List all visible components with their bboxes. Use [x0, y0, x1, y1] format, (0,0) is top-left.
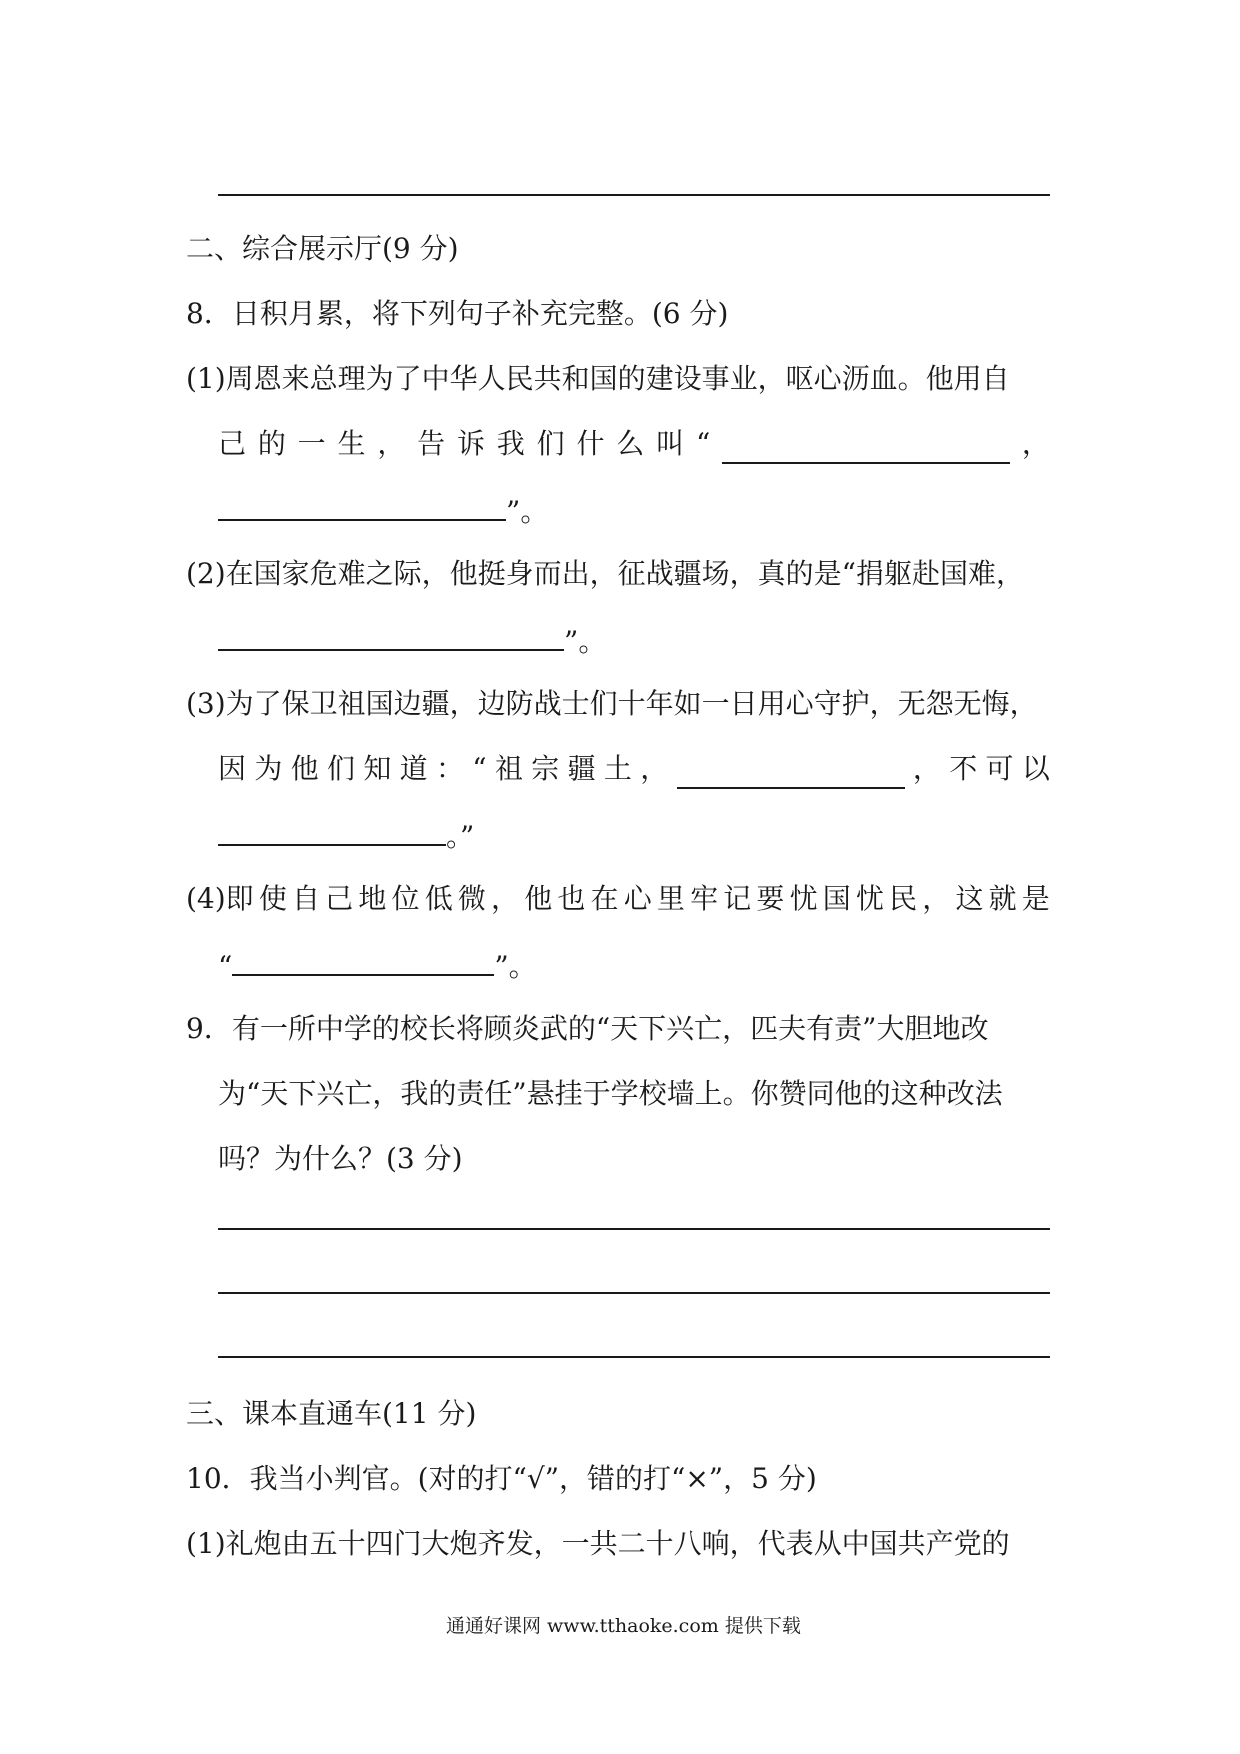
text-char: 以	[1021, 752, 1050, 785]
text-char: 为	[254, 752, 283, 785]
text-char: 就	[988, 882, 1017, 915]
q8-item-2-line-2	[218, 619, 606, 662]
q8-item-2-line-1: (2)在国家危难之际，他挺身而出，征战疆场，真的是“捐躯赴国难，	[186, 557, 1024, 590]
text-punct: ”。	[494, 950, 537, 983]
question-9-line-3: 吗？为什么？(3 分)	[218, 1142, 463, 1175]
q8-item-4-line-2	[218, 944, 537, 987]
q8-item-1-line-1: (1)周恩来总理为了中华人民共和国的建设事业，呕心沥血。他用自	[186, 362, 1010, 395]
text-char: 心	[623, 882, 652, 915]
text-char: 要	[756, 882, 785, 915]
text-char: 这	[955, 882, 984, 915]
question-9-line-1: 9．有一所中学的校长将顾炎武的“天下兴亡，匹夫有责”大胆地改	[186, 1012, 989, 1045]
q8-item-3-line-2	[218, 749, 1050, 789]
text-char: 国	[822, 882, 851, 915]
text-char: 民	[889, 882, 918, 915]
text-char: 牢	[690, 882, 719, 915]
text-char: 里	[656, 882, 685, 915]
text-char: 低	[424, 882, 453, 915]
text-char: ，	[491, 882, 520, 915]
text-char: 可	[985, 752, 1014, 785]
section-heading: 二、综合展示厅(9 分)	[186, 232, 459, 265]
section-heading: 三、课本直通车(11 分)	[186, 1397, 477, 1430]
q8-item-3-line-3	[218, 814, 474, 857]
text-char: 什	[576, 427, 605, 460]
q8-item-4-line-1	[186, 879, 1050, 919]
text-char: (4)即	[186, 882, 254, 915]
answer-line[interactable]	[218, 1356, 1050, 1358]
text-char: 忧	[855, 882, 884, 915]
text-char: 叫	[656, 427, 685, 460]
text-char: 也	[557, 882, 586, 915]
fill-blank[interactable]	[232, 944, 494, 976]
text-char: 知	[363, 752, 392, 785]
text-char: 疆	[567, 752, 596, 785]
fill-blank[interactable]	[218, 489, 506, 521]
answer-line[interactable]	[218, 194, 1050, 196]
text-char: 自	[292, 882, 321, 915]
text-char: 么	[616, 427, 645, 460]
answer-line[interactable]	[218, 1228, 1050, 1230]
fill-blank[interactable]	[677, 757, 905, 789]
text-char: ，	[1021, 427, 1050, 460]
q10-item-1-line-1: (1)礼炮由五十四门大炮齐发，一共二十八响，代表从中国共产党的	[186, 1527, 1010, 1560]
question-9-line-2: 为“天下兴亡，我的责任”悬挂于学校墙上。你赞同他的这种改法	[218, 1077, 1003, 1110]
fill-blank[interactable]	[218, 814, 446, 846]
fill-blank[interactable]	[722, 432, 1010, 464]
question-8-title: 8．日积月累，将下列句子补充完整。(6 分)	[186, 297, 729, 330]
text-char: 告	[417, 427, 446, 460]
text-char: 微	[457, 882, 486, 915]
text-char: 诉	[456, 427, 485, 460]
text-char: 位	[391, 882, 420, 915]
text-char: 忧	[789, 882, 818, 915]
text-char: 因	[218, 752, 247, 785]
text-char: 土	[603, 752, 632, 785]
text-char: “	[695, 427, 711, 460]
q8-item-3-line-1: (3)为了保卫祖国边疆，边防战士们十年如一日用心守护，无怨无悔，	[186, 687, 1038, 720]
text-char: ，	[922, 882, 951, 915]
text-char: 们	[326, 752, 355, 785]
text-char: 一	[297, 427, 326, 460]
text-char: 是	[1021, 882, 1050, 915]
text-char: 己	[325, 882, 354, 915]
text-char: 的	[257, 427, 286, 460]
text-punct: ”。	[506, 495, 549, 528]
text-char: 记	[723, 882, 752, 915]
text-char: ，	[377, 427, 406, 460]
text-char: 宗	[531, 752, 560, 785]
text-char: 使	[258, 882, 287, 915]
text-punct: “	[218, 950, 233, 983]
text-char: 在	[590, 882, 619, 915]
text-char: ：	[435, 752, 464, 785]
text-punct: ”。	[564, 625, 607, 658]
text-char: 他	[290, 752, 319, 785]
footer-watermark: 通通好课网 www.tthaoke.com 提供下载	[446, 1615, 801, 1637]
fill-blank[interactable]	[218, 619, 564, 651]
text-char: 祖	[494, 752, 523, 785]
text-char: 他	[524, 882, 553, 915]
text-punct: 。”	[446, 820, 475, 853]
text-char: 道	[399, 752, 428, 785]
q8-item-1-line-2	[218, 424, 1050, 464]
question-10-title: 10．我当小判官。(对的打“√”，错的打“×”，5 分)	[186, 1462, 817, 1495]
text-char: 生	[337, 427, 366, 460]
text-char: ，	[640, 752, 669, 785]
q8-item-1-line-3	[218, 489, 548, 532]
text-char: 地	[358, 882, 387, 915]
text-char: 我	[496, 427, 525, 460]
text-char: “	[472, 752, 487, 785]
answer-line[interactable]	[218, 1292, 1050, 1294]
text-char: 不	[949, 752, 978, 785]
text-char: 们	[536, 427, 565, 460]
text-char: 己	[218, 427, 247, 460]
text-char: ，	[912, 752, 941, 785]
